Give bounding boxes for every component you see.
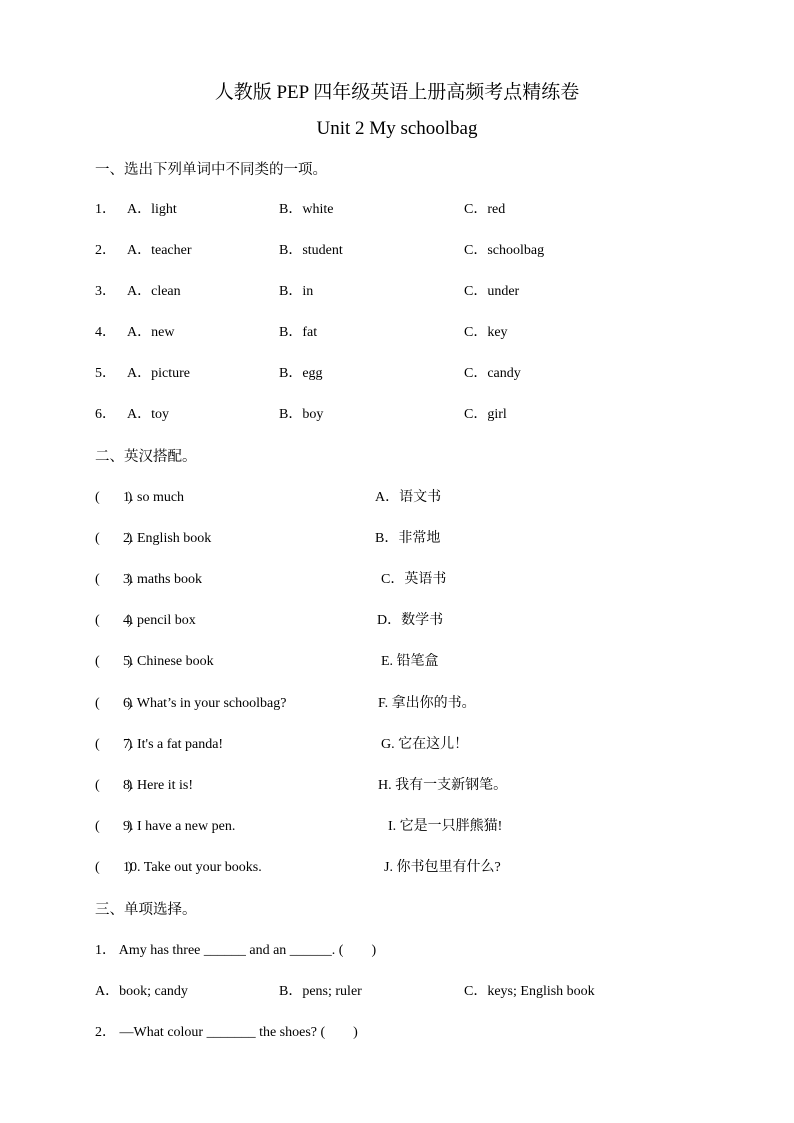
answer-blank[interactable]: ( ) [95,531,133,546]
option-c: C．red [464,202,506,217]
part1-question-4 [0,323,794,343]
match-row-5 [0,652,794,672]
answer-blank[interactable]: ( ) [95,819,133,834]
option-b: B．in [279,284,314,299]
answer-blank[interactable]: ( ) [95,696,133,711]
option-b: B．white [279,202,334,217]
chinese-option: B．非常地 [375,531,441,546]
part1-question-2 [0,241,794,261]
option-c: C．under [464,284,520,299]
option-c: C．schoolbag [464,243,545,258]
match-row-6 [0,694,794,714]
page-subtitle: Unit 2 My schoolbag [316,118,478,139]
question-number: 2． [95,243,116,258]
option-c: C．keys; English book [464,984,595,999]
question-number: 6． [95,407,116,422]
chinese-option: A．语文书 [375,490,442,505]
match-row-9 [0,817,794,837]
question-number: 5． [95,366,116,381]
english-phrase: 9. I have a new pen. [123,819,236,834]
option-c: C．girl [464,407,507,422]
chinese-option: J. 你书包里有什么? [384,860,501,875]
chinese-option: C．英语书 [381,572,447,587]
answer-blank[interactable]: ( ) [95,613,133,628]
part1-question-6 [0,405,794,425]
answer-blank[interactable]: ( ) [95,778,133,793]
chinese-option: G. 它在这儿！ [381,737,469,752]
part3-question-1-options [0,982,794,1002]
option-a: A．book; candy [95,984,188,999]
option-b: B．pens; ruler [279,984,362,999]
match-row-10 [0,858,794,878]
english-phrase: 3. maths book [123,572,202,587]
english-phrase: 4. pencil box [123,613,196,628]
english-phrase: 7. It's a fat panda! [123,737,224,752]
part1-heading: 一、选出下列单词中不同类的一项。 [95,162,327,178]
option-a: A．new [127,325,175,340]
match-row-7 [0,735,794,755]
question-number: 4． [95,325,116,340]
chinese-option: I. 它是一只胖熊猫! [388,819,503,834]
match-row-3 [0,570,794,590]
part3-question-2-stem: 2． —What colour _______ the shoes? ( ) [95,1025,358,1040]
part3-question-1-stem: 1． Amy has three ______ and an ______. ( ) [95,943,377,958]
option-b: B．egg [279,366,323,381]
chinese-option: D．数学书 [377,613,444,628]
answer-blank[interactable]: ( ) [95,860,133,875]
english-phrase: 2. English book [123,531,212,546]
match-row-1 [0,488,794,508]
answer-blank[interactable]: ( ) [95,737,133,752]
option-a: A．picture [127,366,190,381]
match-row-8 [0,776,794,796]
english-phrase: 8. Here it is! [123,778,193,793]
option-b: B．fat [279,325,318,340]
answer-blank[interactable]: ( ) [95,572,133,587]
option-a: A．clean [127,284,181,299]
english-phrase: 10. Take out your books. [123,860,262,875]
match-row-2 [0,529,794,549]
english-phrase: 5. Chinese book [123,654,214,669]
chinese-option: F. 拿出你的书。 [378,696,476,711]
english-phrase: 6. What’s in your schoolbag? [123,696,287,711]
answer-blank[interactable]: ( ) [95,490,133,505]
question-number: 1． [95,202,116,217]
question-number: 3． [95,284,116,299]
option-b: B．boy [279,407,324,422]
option-a: A．toy [127,407,169,422]
match-row-4 [0,611,794,631]
chinese-option: H. 我有一支新钢笔。 [378,778,508,793]
english-phrase: 1. so much [123,490,185,505]
option-a: A．light [127,202,177,217]
option-c: C．key [464,325,508,340]
page-title: 人教版 PEP 四年级英语上册高频考点精练卷 [214,82,580,103]
part1-question-1 [0,200,794,220]
answer-blank[interactable]: ( ) [95,654,133,669]
chinese-option: E. 铅笔盒 [381,654,439,669]
part1-question-3 [0,282,794,302]
option-c: C．candy [464,366,521,381]
option-a: A．teacher [127,243,192,258]
part3-heading: 三、单项选择。 [95,902,197,918]
part1-question-5 [0,364,794,384]
option-b: B．student [279,243,343,258]
part2-heading: 二、英汉搭配。 [95,449,197,465]
